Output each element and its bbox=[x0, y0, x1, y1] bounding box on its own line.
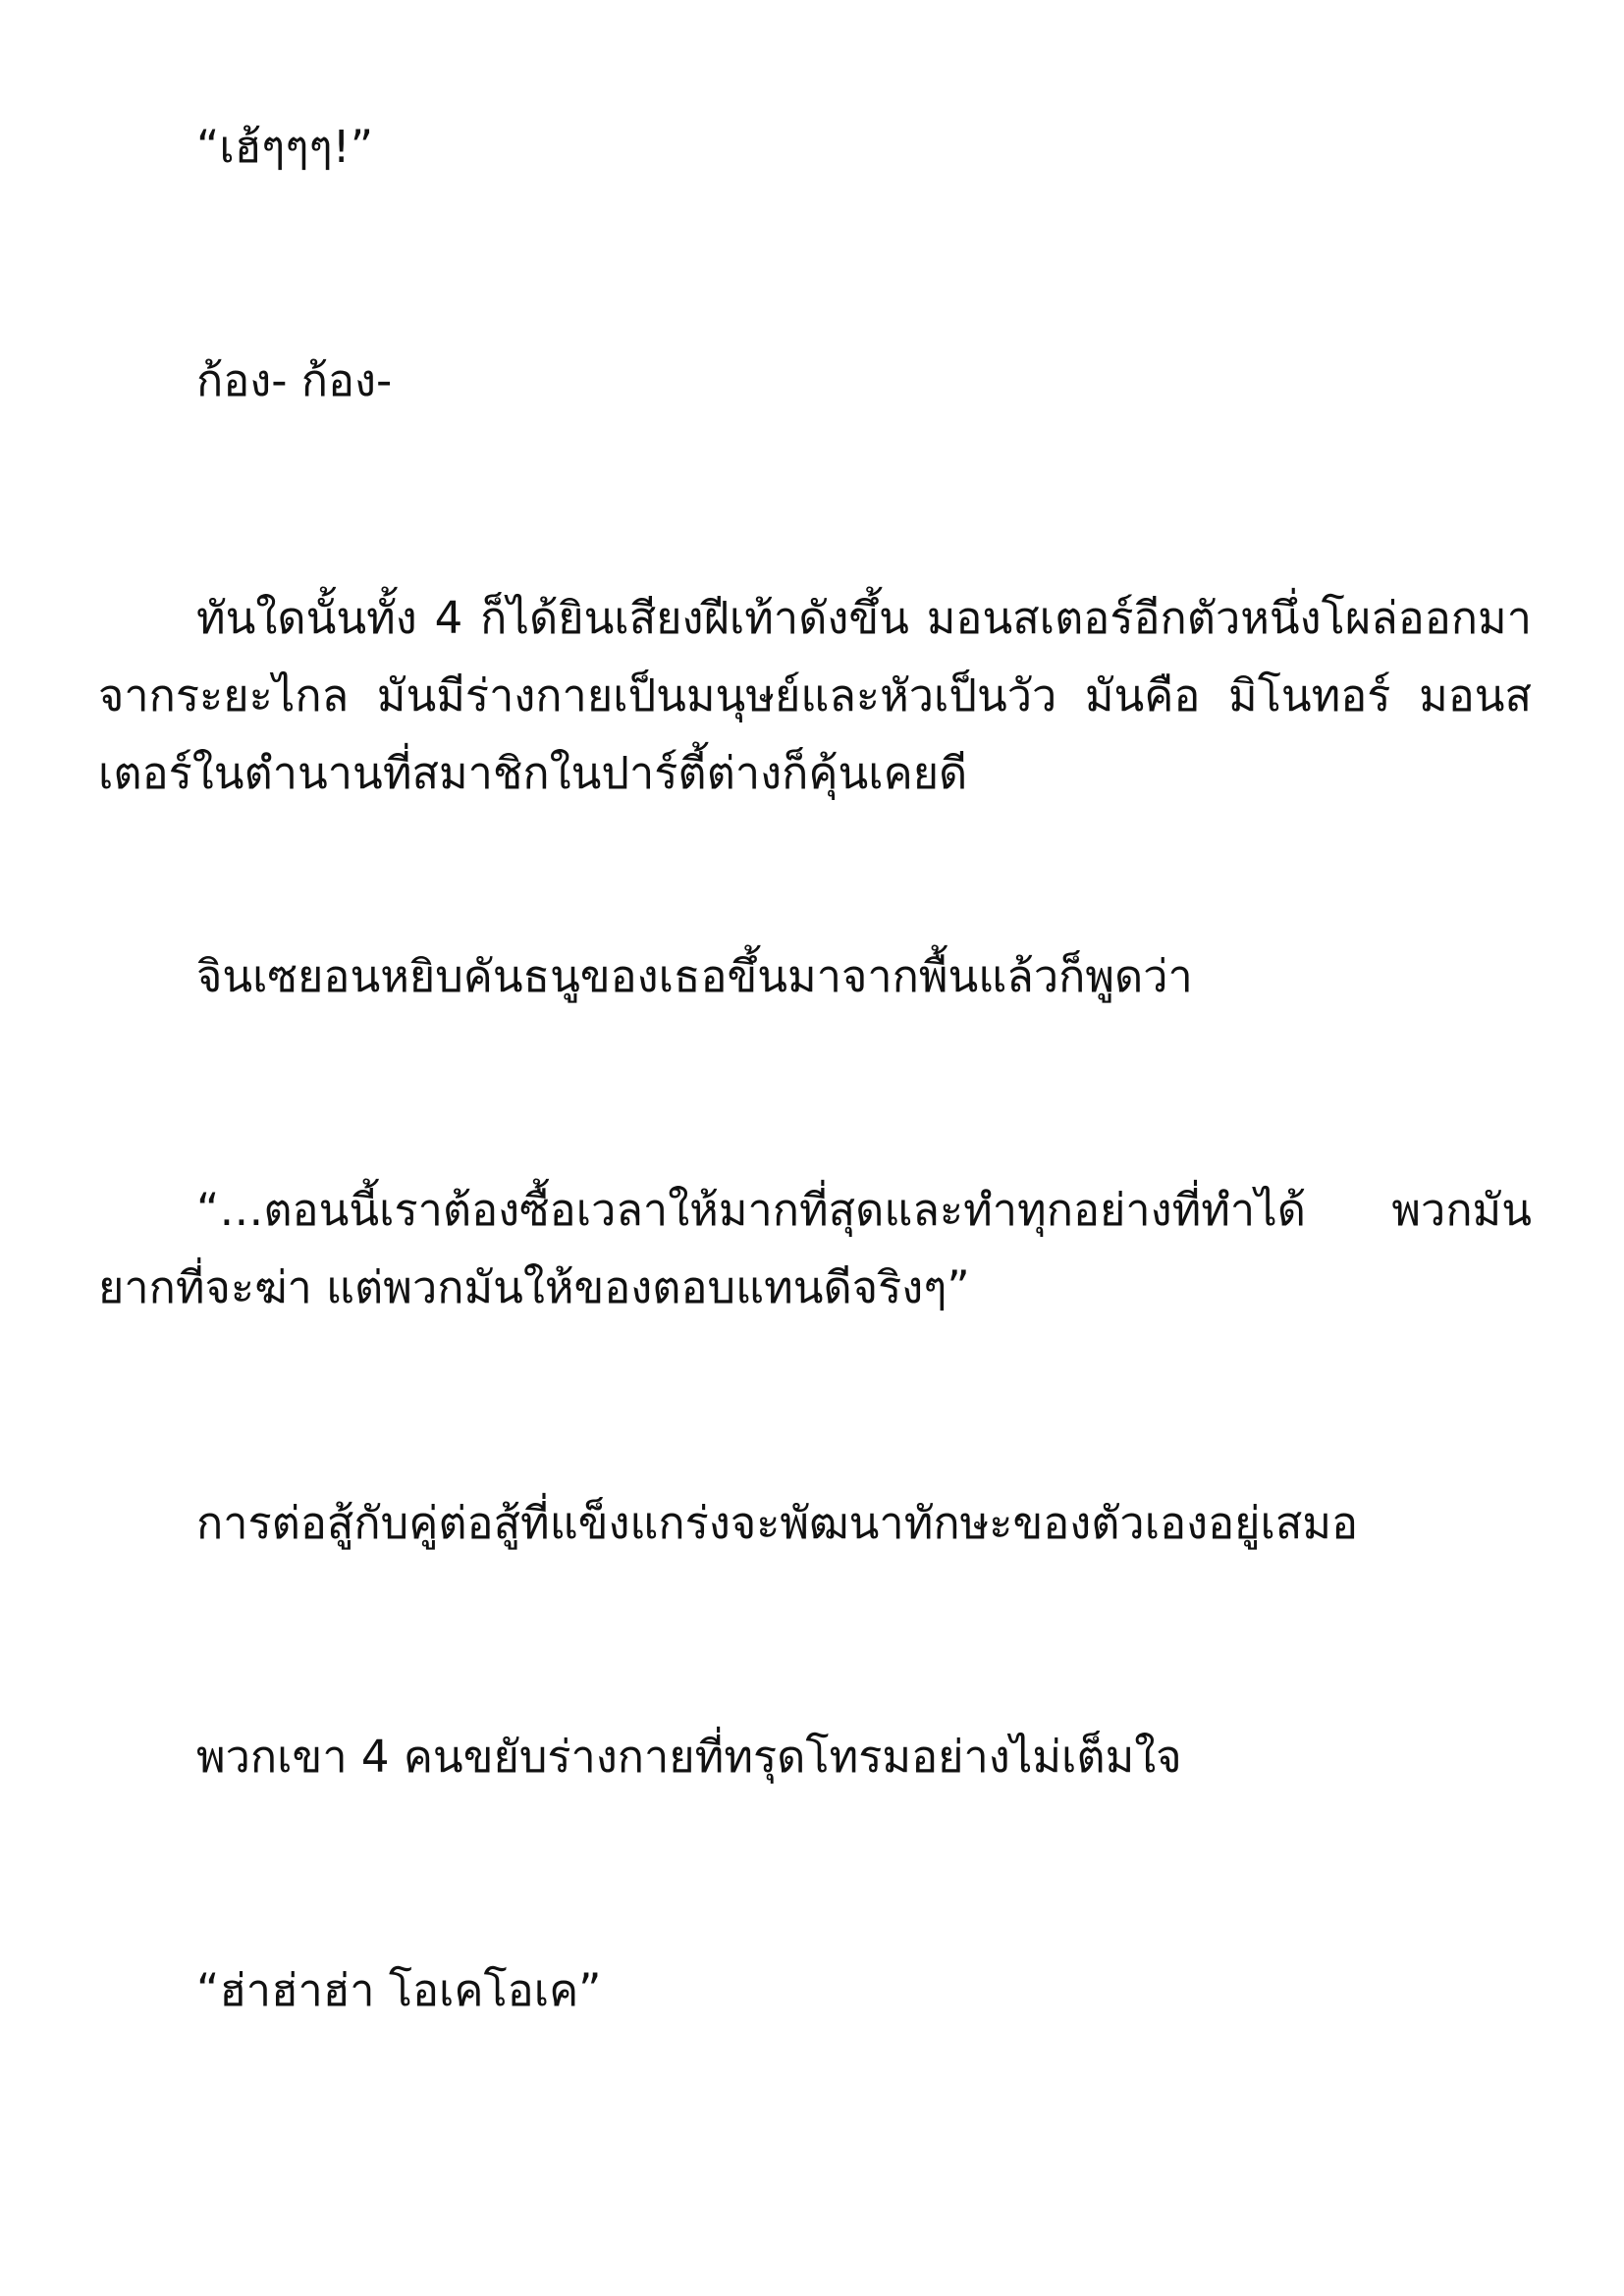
paragraph-sound-effect: ก้อง- ก้อง- bbox=[196, 354, 393, 406]
paragraph-exclamation: “เฮ้ๆๆๆ!” bbox=[196, 121, 374, 173]
paragraph-four-move: พวกเขา 4 คนขยับร่างกายที่ทรุดโทรมอย่างไม่เต็มใจ bbox=[196, 1731, 1182, 1783]
paragraph-minotaur-appears: ทันใดนั้นทั้ง 4 ก็ได้ยินเสียงฝีเท้าดังขึ้น มอนสเตอร์อีกตัวหนึ่งโผล่ออกมาจากระยะไกล มันมีร่างกายเป็นมนุษย์และหัวเป็นวัว มันคือ มิโนทอร์ มอนสเตอร์ในตำนานที่สมาชิกในปาร์ตี้ต่างก็คุ้นเคยดี bbox=[98, 592, 1532, 799]
paragraph-bow-pickup: จินเซยอนหยิบคันธนูของเธอขึ้นมาจากพื้นแล้วก็พูดว่า bbox=[196, 950, 1193, 1002]
paragraph-buy-time-dialogue: “…ตอนนี้เราต้องซื้อเวลาให้มากที่สุดและทำทุกอย่างที่ทำได้ พวกมันยากที่จะฆ่า แต่พวกมันให้ของตอบแทนดีจริงๆ” bbox=[98, 1184, 1532, 1313]
paragraph-laugh-dialogue: “ฮ่าฮ่าฮ่า โอเคโอเค” bbox=[196, 1964, 602, 2016]
paragraph-fighting-strong-opponents: การต่อสู้กับคู่ต่อสู้ที่แข็งแกร่งจะพัฒนาทักษะของตัวเองอยู่เสมอ bbox=[196, 1497, 1359, 1549]
